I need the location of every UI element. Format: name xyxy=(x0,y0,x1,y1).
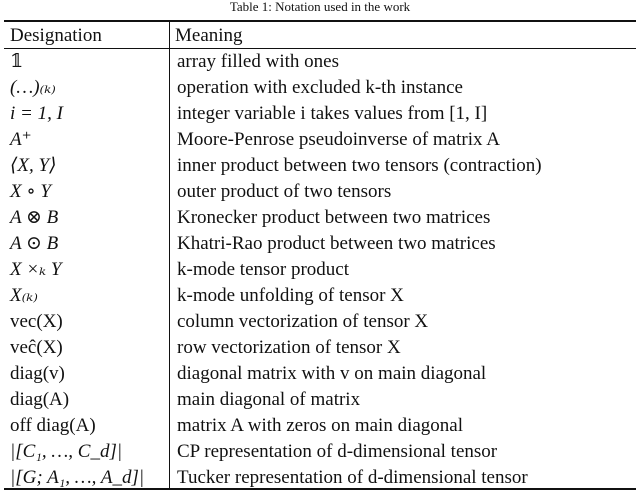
meaning-cell: diagonal matrix with v on main diagonal xyxy=(177,363,487,384)
table-row xyxy=(4,75,636,101)
meaning-cell: k-mode unfolding of tensor X xyxy=(177,285,404,306)
meaning-cell: Moore-Penrose pseudoinverse of matrix A xyxy=(177,129,500,150)
meaning-header: Meaning xyxy=(175,24,243,46)
designation-cell: A ⊗ B xyxy=(10,207,59,228)
table-row xyxy=(4,361,636,387)
table-row xyxy=(4,127,636,153)
designation-cell: diag(v) xyxy=(10,363,65,384)
table-row xyxy=(4,309,636,335)
table-row xyxy=(4,413,636,439)
table-row xyxy=(4,101,636,127)
table-row xyxy=(4,257,636,283)
designation-cell: |[G; A₁, …, A_d]| xyxy=(10,467,145,488)
table-row xyxy=(4,335,636,361)
meaning-cell: outer product of two tensors xyxy=(177,181,392,202)
meaning-cell: Tucker representation of d-dimensional tensor xyxy=(177,467,528,488)
designation-cell: A ⊙ B xyxy=(10,233,59,254)
table-row xyxy=(4,465,636,491)
designation-cell: ⟨X, Y⟩ xyxy=(10,155,57,176)
designation-cell: vec(X) xyxy=(10,311,63,332)
table-row xyxy=(4,49,636,75)
designation-cell: off diag(A) xyxy=(10,415,96,436)
designation-cell: |[C₁, …, C_d]| xyxy=(10,441,123,462)
table-row xyxy=(4,153,636,179)
meaning-cell: row vectorization of tensor X xyxy=(177,337,401,358)
header-row xyxy=(4,22,636,49)
designation-cell: i = 1, I xyxy=(10,103,63,124)
table-row xyxy=(4,179,636,205)
designation-cell: veĉ(X) xyxy=(10,337,63,358)
designation-cell: X ×ₖ Y xyxy=(10,259,62,280)
table-row xyxy=(4,283,636,309)
designation-cell: X ∘ Y xyxy=(10,181,51,202)
meaning-cell: operation with excluded k-th instance xyxy=(177,77,463,98)
meaning-cell: Khatri-Rao product between two matrices xyxy=(177,233,496,254)
meaning-cell: main diagonal of matrix xyxy=(177,389,361,410)
meaning-cell: array filled with ones xyxy=(177,51,339,72)
table-row xyxy=(4,231,636,257)
meaning-cell: inner product between two tensors (contraction) xyxy=(177,155,542,176)
meaning-cell: Kronecker product between two matrices xyxy=(177,207,491,228)
designation-cell: 𝟙 xyxy=(10,51,24,72)
meaning-cell: k-mode tensor product xyxy=(177,259,350,280)
designation-cell: A⁺ xyxy=(10,129,32,150)
table-row xyxy=(4,439,636,465)
meaning-cell: matrix A with zeros on main diagonal xyxy=(177,415,464,436)
table-row xyxy=(4,205,636,231)
table-row xyxy=(4,387,636,413)
designation-cell: X₍ₖ₎ xyxy=(10,285,38,306)
meaning-cell: CP representation of d-dimensional tensor xyxy=(177,441,498,462)
designation-cell: (…)₍ₖ₎ xyxy=(10,77,56,98)
notation-table xyxy=(4,22,636,491)
designation-header: Designation xyxy=(10,24,102,46)
meaning-cell: integer variable i takes values from [1, I] xyxy=(177,103,488,124)
table-caption: Table 1: Notation used in the work xyxy=(229,0,411,14)
meaning-cell: column vectorization of tensor X xyxy=(177,311,429,332)
designation-cell: diag(A) xyxy=(10,389,70,410)
